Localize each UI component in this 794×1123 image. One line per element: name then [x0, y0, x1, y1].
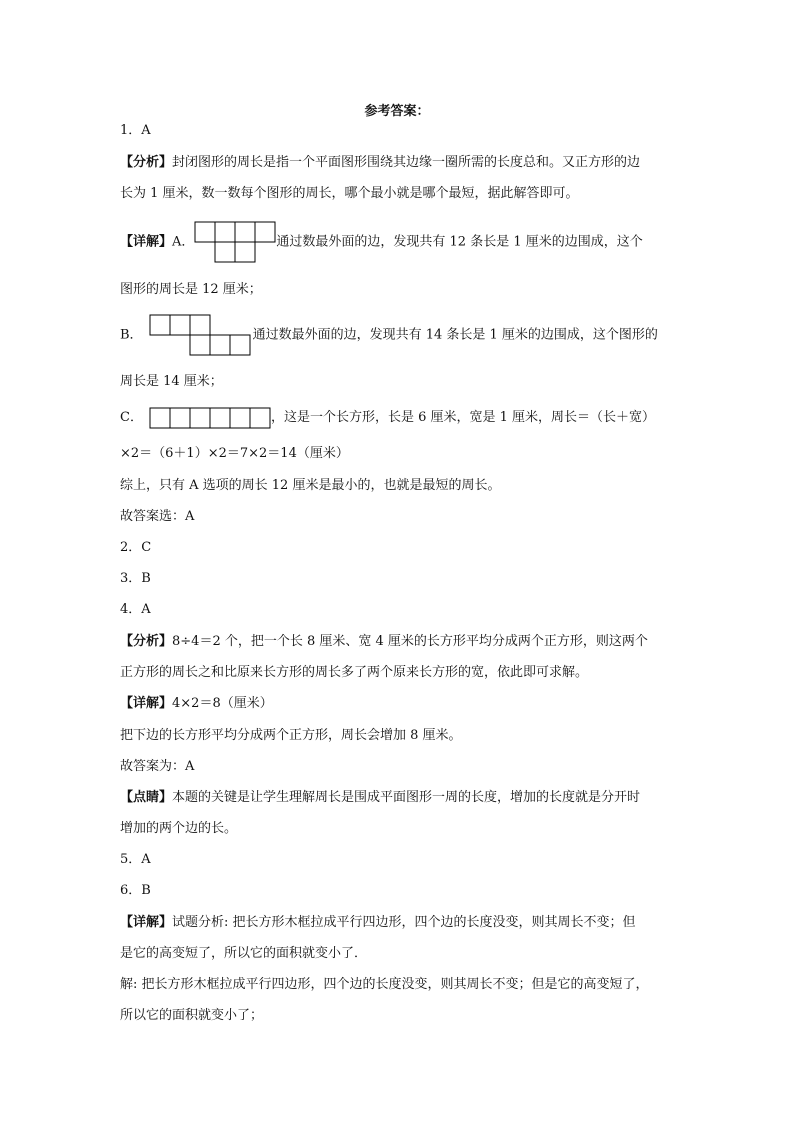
q1-detail-b-line2: 周长是 14 厘米； — [120, 374, 223, 389]
q6-solution-line2: 所以它的面积就变小了； — [120, 1008, 264, 1023]
q1-analysis-line2: 长为 1 厘米，数一数每个图形的周长，哪个最小就是哪个最短，据此解答即可。 — [120, 186, 579, 201]
q5-number: 5．A — [120, 852, 151, 867]
q1-summary: 综上，只有 A 选项的周长 12 厘米是最小的，也就是最短的周长。 — [120, 478, 501, 493]
q1-detail-c-line1 — [120, 406, 655, 430]
q4-analysis-line1 — [120, 633, 648, 651]
q1-analysis-line1 — [120, 154, 640, 172]
option-c-text1: ，这是一个长方形，长是 6 厘米，宽是 1 厘米，周长＝（长＋宽） — [270, 410, 656, 425]
option-b-label: B． — [120, 327, 143, 343]
detail-tag: 【详解】 — [120, 234, 173, 250]
q1-detail-a-line2: 图形的周长是 12 厘米； — [120, 282, 262, 297]
q6-number: 6．B — [120, 883, 151, 898]
q4-number: 4．A — [120, 602, 151, 617]
analysis-tag: 【分析】 — [120, 634, 173, 649]
q6-detail-line2: 是它的高变短了，所以它的面积就变小了． — [120, 946, 368, 961]
q4-detail-text1: 4×2＝8（厘米） — [172, 696, 273, 711]
q6-solution-line1: 解: 把长方形木框拉成平行四边形，四个边的长度没变，则其周长不变；但是它的高变短了， — [120, 977, 649, 992]
option-a-label: A． — [172, 234, 195, 250]
q6-detail-text1: 试题分析: 把长方形木框拉成平行四边形，四个边的长度没变，则其周长不变；但 — [172, 915, 636, 930]
detail-tag: 【详解】 — [120, 915, 173, 930]
q4-answer: 故答案为：A — [120, 759, 195, 774]
q1-detail-b-line1 — [120, 314, 658, 356]
figure-b-grid — [149, 314, 253, 356]
q1-answer: 故答案选：A — [120, 509, 195, 524]
q1-analysis-text1: 封闭图形的周长是指一个平面图形围绕其边缘一圈所需的长度总和。又正方形的边 — [172, 155, 641, 170]
option-c-label: C． — [120, 410, 143, 425]
option-b-text1: 通过数最外面的边，发现共有 14 条长是 1 厘米的边围成，这个图形的 — [252, 327, 658, 343]
q4-detail-line1 — [120, 695, 273, 713]
q1-number: 1．A — [120, 123, 151, 138]
q4-detail-line2: 把下边的长方形平均分成两个正方形，周长会增加 8 厘米。 — [120, 728, 462, 743]
q4-comment-text1: 本题的关键是让学生理解周长是围成平面图形一周的长度，增加的长度就是分开时 — [172, 790, 641, 805]
figure-c-grid — [149, 407, 271, 429]
q6-detail-line1 — [120, 914, 636, 932]
q2-number: 2．C — [120, 540, 152, 555]
q1-detail-a-line1 — [120, 221, 643, 263]
q4-comment-line1 — [120, 789, 640, 807]
option-a-text1: 通过数最外面的边，发现共有 12 条长是 1 厘米的边围成，这个 — [276, 234, 643, 250]
q4-analysis-line2: 正方形的周长之和比原来长方形的周长多了两个原来长方形的宽，依此即可求解。 — [120, 665, 589, 680]
q4-analysis-text1: 8÷4＝2 个，把一个长 8 厘米、宽 4 厘米的长方形平均分成两个正方形，则这两个 — [172, 634, 648, 649]
figure-a-grid — [194, 221, 276, 263]
page-title: 参考答案： — [364, 104, 430, 119]
q4-comment-line2: 增加的两个边的长。 — [120, 821, 238, 836]
analysis-tag: 【分析】 — [120, 155, 173, 170]
q3-number: 3．B — [120, 571, 151, 586]
detail-tag: 【详解】 — [120, 696, 173, 711]
q1-detail-c-line2: ×2＝（6＋1）×2＝7×2＝14（厘米） — [120, 446, 349, 461]
comment-tag: 【点睛】 — [120, 790, 173, 805]
